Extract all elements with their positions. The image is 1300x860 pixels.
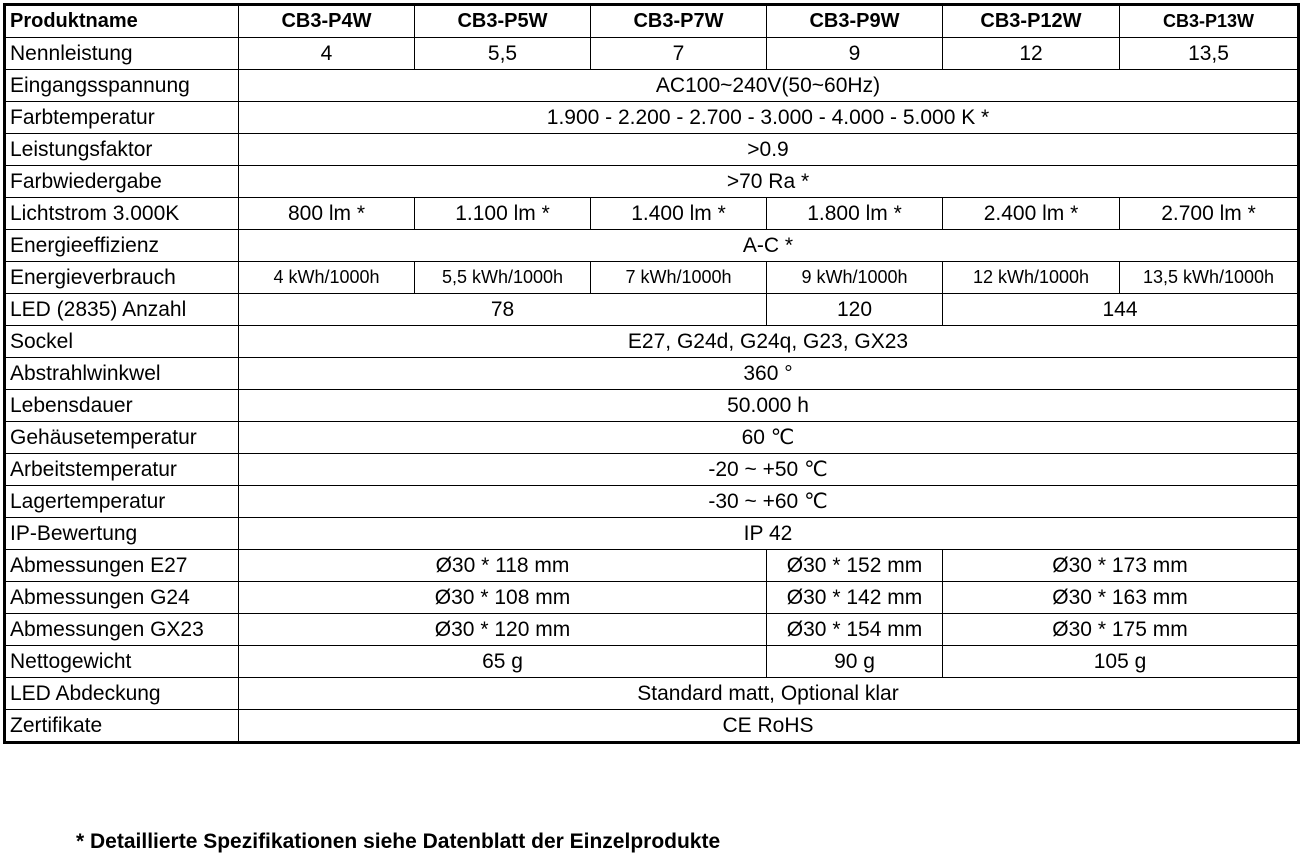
row-value: AC100~240V(50~60Hz) bbox=[239, 70, 1299, 102]
footnote: * Detaillierte Spezifikationen siehe Datenblatt der Einzelprodukte bbox=[76, 830, 721, 853]
row-value: -30 ~ +60 ℃ bbox=[239, 486, 1299, 518]
row-value: 12 bbox=[943, 38, 1120, 70]
row-value: 13,5 bbox=[1120, 38, 1299, 70]
row-label: Abstrahlwinkwel bbox=[5, 358, 239, 390]
table-row bbox=[5, 710, 1299, 743]
row-label: Lagertemperatur bbox=[5, 486, 239, 518]
table-row bbox=[5, 166, 1299, 198]
table-row bbox=[5, 294, 1299, 326]
row-value: 2.700 lm * bbox=[1120, 198, 1299, 230]
row-label: Abmessungen G24 bbox=[5, 582, 239, 614]
row-value: 144 bbox=[943, 294, 1299, 326]
row-label: Sockel bbox=[5, 326, 239, 358]
table-row bbox=[5, 38, 1299, 70]
table-row bbox=[5, 614, 1299, 646]
row-value: 13,5 kWh/1000h bbox=[1120, 262, 1299, 294]
row-value: Ø30 * 173 mm bbox=[943, 550, 1299, 582]
table-row bbox=[5, 550, 1299, 582]
row-value: CE RoHS bbox=[239, 710, 1299, 743]
row-value: A-C * bbox=[239, 230, 1299, 262]
row-label: Abmessungen GX23 bbox=[5, 614, 239, 646]
header-model: CB3-P9W bbox=[767, 5, 943, 38]
header-model: CB3-P13W bbox=[1120, 5, 1299, 38]
row-value: 7 bbox=[591, 38, 767, 70]
row-value: 65 g bbox=[239, 646, 767, 678]
row-value: 360 ° bbox=[239, 358, 1299, 390]
row-value: 105 g bbox=[943, 646, 1299, 678]
row-value: 1.100 lm * bbox=[415, 198, 591, 230]
row-value: 60 ℃ bbox=[239, 422, 1299, 454]
row-label: Lebensdauer bbox=[5, 390, 239, 422]
row-value: Ø30 * 175 mm bbox=[943, 614, 1299, 646]
table-row bbox=[5, 230, 1299, 262]
spec-table-body bbox=[5, 5, 1299, 743]
table-row bbox=[5, 454, 1299, 486]
row-value: >0.9 bbox=[239, 134, 1299, 166]
row-value: Ø30 * 118 mm bbox=[239, 550, 767, 582]
row-label: Gehäusetemperatur bbox=[5, 422, 239, 454]
row-value: Ø30 * 152 mm bbox=[767, 550, 943, 582]
row-value: Ø30 * 120 mm bbox=[239, 614, 767, 646]
header-model: CB3-P12W bbox=[943, 5, 1120, 38]
row-value: 2.400 lm * bbox=[943, 198, 1120, 230]
row-value: 9 bbox=[767, 38, 943, 70]
table-row bbox=[5, 358, 1299, 390]
row-label: Arbeitstemperatur bbox=[5, 454, 239, 486]
row-value: 9 kWh/1000h bbox=[767, 262, 943, 294]
row-label: Leistungsfaktor bbox=[5, 134, 239, 166]
table-row bbox=[5, 198, 1299, 230]
row-value: Standard matt, Optional klar bbox=[239, 678, 1299, 710]
row-value: Ø30 * 154 mm bbox=[767, 614, 943, 646]
row-value: 50.000 h bbox=[239, 390, 1299, 422]
row-value: IP 42 bbox=[239, 518, 1299, 550]
table-row bbox=[5, 422, 1299, 454]
table-row bbox=[5, 70, 1299, 102]
header-model: CB3-P7W bbox=[591, 5, 767, 38]
table-row bbox=[5, 518, 1299, 550]
row-value: >70 Ra * bbox=[239, 166, 1299, 198]
row-label: Abmessungen E27 bbox=[5, 550, 239, 582]
row-label: Zertifikate bbox=[5, 710, 239, 743]
row-value: 800 lm * bbox=[239, 198, 415, 230]
row-value: 1.900 - 2.200 - 2.700 - 3.000 - 4.000 - 5.000 K * bbox=[239, 102, 1299, 134]
table-row bbox=[5, 678, 1299, 710]
row-value: Ø30 * 108 mm bbox=[239, 582, 767, 614]
row-value: 4 kWh/1000h bbox=[239, 262, 415, 294]
row-label: LED (2835) Anzahl bbox=[5, 294, 239, 326]
row-value: 4 bbox=[239, 38, 415, 70]
row-label: Energieeffizienz bbox=[5, 230, 239, 262]
row-label: Eingangsspannung bbox=[5, 70, 239, 102]
row-value: -20 ~ +50 ℃ bbox=[239, 454, 1299, 486]
row-value: 1.800 lm * bbox=[767, 198, 943, 230]
row-value: Ø30 * 163 mm bbox=[943, 582, 1299, 614]
table-header-row bbox=[5, 5, 1299, 38]
table-row bbox=[5, 646, 1299, 678]
row-label: Nettogewicht bbox=[5, 646, 239, 678]
row-label: Energieverbrauch bbox=[5, 262, 239, 294]
row-label: IP-Bewertung bbox=[5, 518, 239, 550]
table-row bbox=[5, 134, 1299, 166]
row-value: 12 kWh/1000h bbox=[943, 262, 1120, 294]
table-row bbox=[5, 390, 1299, 422]
header-model: CB3-P5W bbox=[415, 5, 591, 38]
table-row bbox=[5, 102, 1299, 134]
row-label: Lichtstrom 3.000K bbox=[5, 198, 239, 230]
row-label: Farbtemperatur bbox=[5, 102, 239, 134]
spec-table bbox=[3, 3, 1300, 744]
row-value: E27, G24d, G24q, G23, GX23 bbox=[239, 326, 1299, 358]
row-label: Farbwiedergabe bbox=[5, 166, 239, 198]
table-row bbox=[5, 486, 1299, 518]
table-row bbox=[5, 262, 1299, 294]
row-value: 1.400 lm * bbox=[591, 198, 767, 230]
row-value: 120 bbox=[767, 294, 943, 326]
row-value: Ø30 * 142 mm bbox=[767, 582, 943, 614]
row-label: LED Abdeckung bbox=[5, 678, 239, 710]
row-value: 7 kWh/1000h bbox=[591, 262, 767, 294]
row-value: 5,5 bbox=[415, 38, 591, 70]
header-model: CB3-P4W bbox=[239, 5, 415, 38]
table-row bbox=[5, 582, 1299, 614]
header-label: Produktname bbox=[5, 5, 239, 38]
row-value: 90 g bbox=[767, 646, 943, 678]
row-value: 78 bbox=[239, 294, 767, 326]
table-row bbox=[5, 326, 1299, 358]
row-label: Nennleistung bbox=[5, 38, 239, 70]
row-value: 5,5 kWh/1000h bbox=[415, 262, 591, 294]
